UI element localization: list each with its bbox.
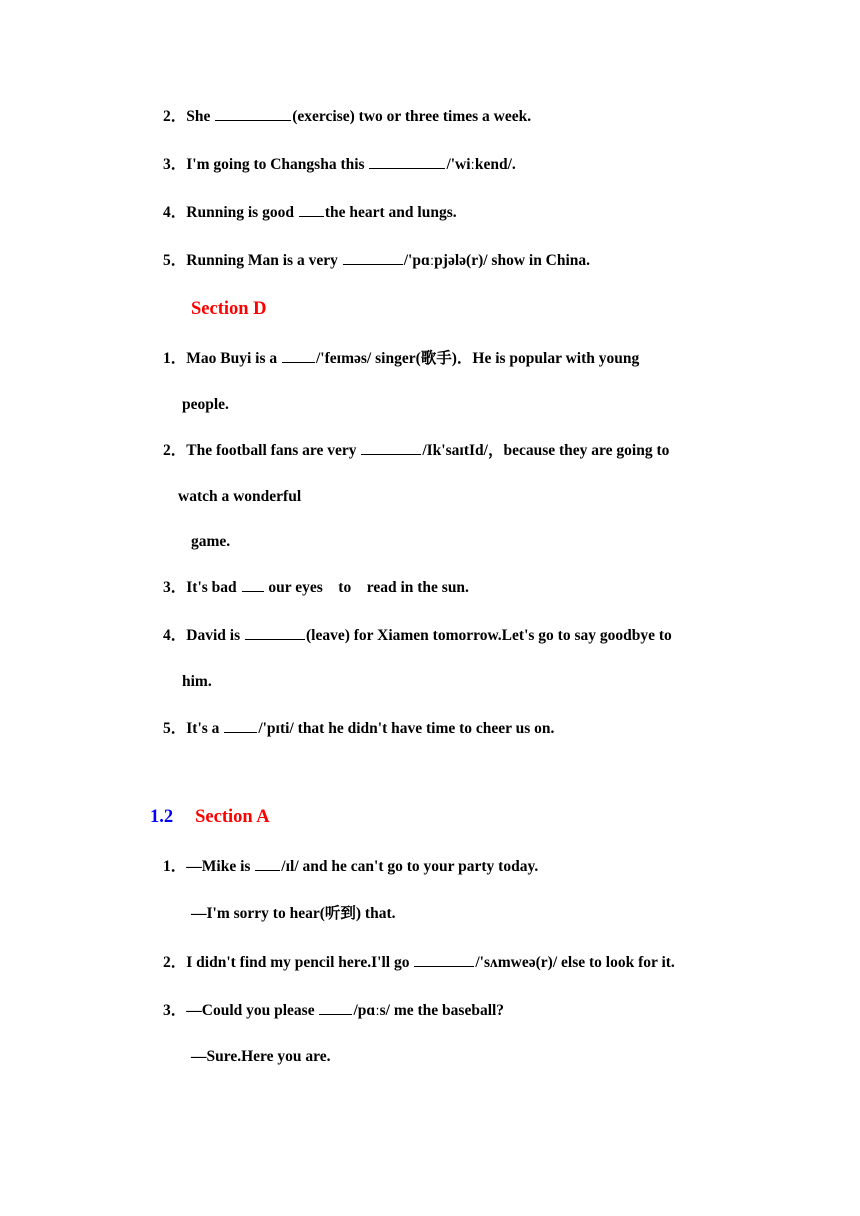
unit-heading [150,806,270,828]
section-d-title: Section D [191,299,267,319]
question-text: our eyes to read in the sun. [264,579,469,596]
question-text: /'feɪməs/ singer(歌手)．He is popular with young [316,350,640,367]
question-number: 3． [163,1002,187,1019]
question-number: 2． [163,108,187,125]
question-text: I'm going to Changsha this [186,156,369,173]
question-text: I didn't find my pencil here.I'll go [186,954,414,971]
answer-blank[interactable] [414,952,474,967]
question-c5 [163,250,590,271]
question-d1-continued: people. [182,396,229,413]
question-text: (leave) for Xiamen tomorrow.Let's go to say goodbye to [305,627,672,644]
answer-blank[interactable] [319,1000,352,1015]
question-text: Mao Buyi is a [186,350,281,367]
question-a2 [163,952,675,973]
question-number: 2． [163,442,187,459]
question-c3 [163,154,516,175]
unit-number: 1.2 [150,807,174,827]
question-text: /Ik'saɪtId/，because they are going to [422,442,670,459]
question-number: 4． [163,204,187,221]
answer-blank[interactable] [299,202,324,217]
question-text: /'pɑːpjələ(r)/ show in China. [403,252,591,269]
question-text: /pɑːs/ me the baseball? [353,1002,505,1019]
answer-blank[interactable] [245,625,305,640]
question-text: —Could you please [186,1002,319,1019]
section-a-title: Section A [195,807,270,827]
answer-blank[interactable] [343,250,403,265]
question-text: (exercise) two or three times a week. [292,108,532,125]
question-text: Running Man is a very [186,252,342,269]
question-number: 5． [163,252,187,269]
question-c2 [163,106,531,127]
question-number: 2． [163,954,187,971]
answer-blank[interactable] [242,577,264,592]
answer-blank[interactable] [224,718,257,733]
question-d4-continued: him. [182,673,212,690]
question-a3-reply: —Sure.Here you are. [191,1048,331,1065]
question-d2-continued: game. [191,533,231,550]
question-a3 [163,1000,504,1021]
question-d1 [163,348,639,369]
question-number: 3． [163,156,187,173]
question-text: /'sʌmweə(r)/ else to look for it. [475,954,675,971]
question-text: David is [186,627,244,644]
question-text: /ɪl/ and he can't go to your party today. [281,858,539,875]
question-d3 [163,577,469,598]
answer-blank[interactable] [361,440,421,455]
question-d2 [163,440,669,461]
question-number: 5． [163,720,187,737]
question-text: /'pɪti/ that he didn't have time to cheer us on. [258,720,555,737]
answer-blank[interactable] [369,154,445,169]
question-number: 3． [163,579,187,596]
question-text: The football fans are very [186,442,361,459]
question-text: /'wiːkend/. [446,156,516,173]
question-text: She [186,108,215,125]
answer-blank[interactable] [282,348,315,363]
question-a1-reply: —I'm sorry to hear(听到) that. [191,905,396,922]
question-c4 [163,202,457,223]
question-text: It's bad [186,579,241,596]
question-a1 [163,856,538,877]
question-text: —Mike is [186,858,255,875]
answer-blank[interactable] [215,106,291,121]
question-text: the heart and lungs. [324,204,457,221]
question-number: 1． [163,350,187,367]
question-text: It's a [186,720,224,737]
answer-blank[interactable] [255,856,280,871]
question-d2-continued: watch a wonderful [178,488,302,505]
question-d5 [163,718,554,739]
question-number: 1． [163,858,187,875]
question-number: 4． [163,627,187,644]
question-text: Running is good [186,204,298,221]
question-d4 [163,625,672,646]
